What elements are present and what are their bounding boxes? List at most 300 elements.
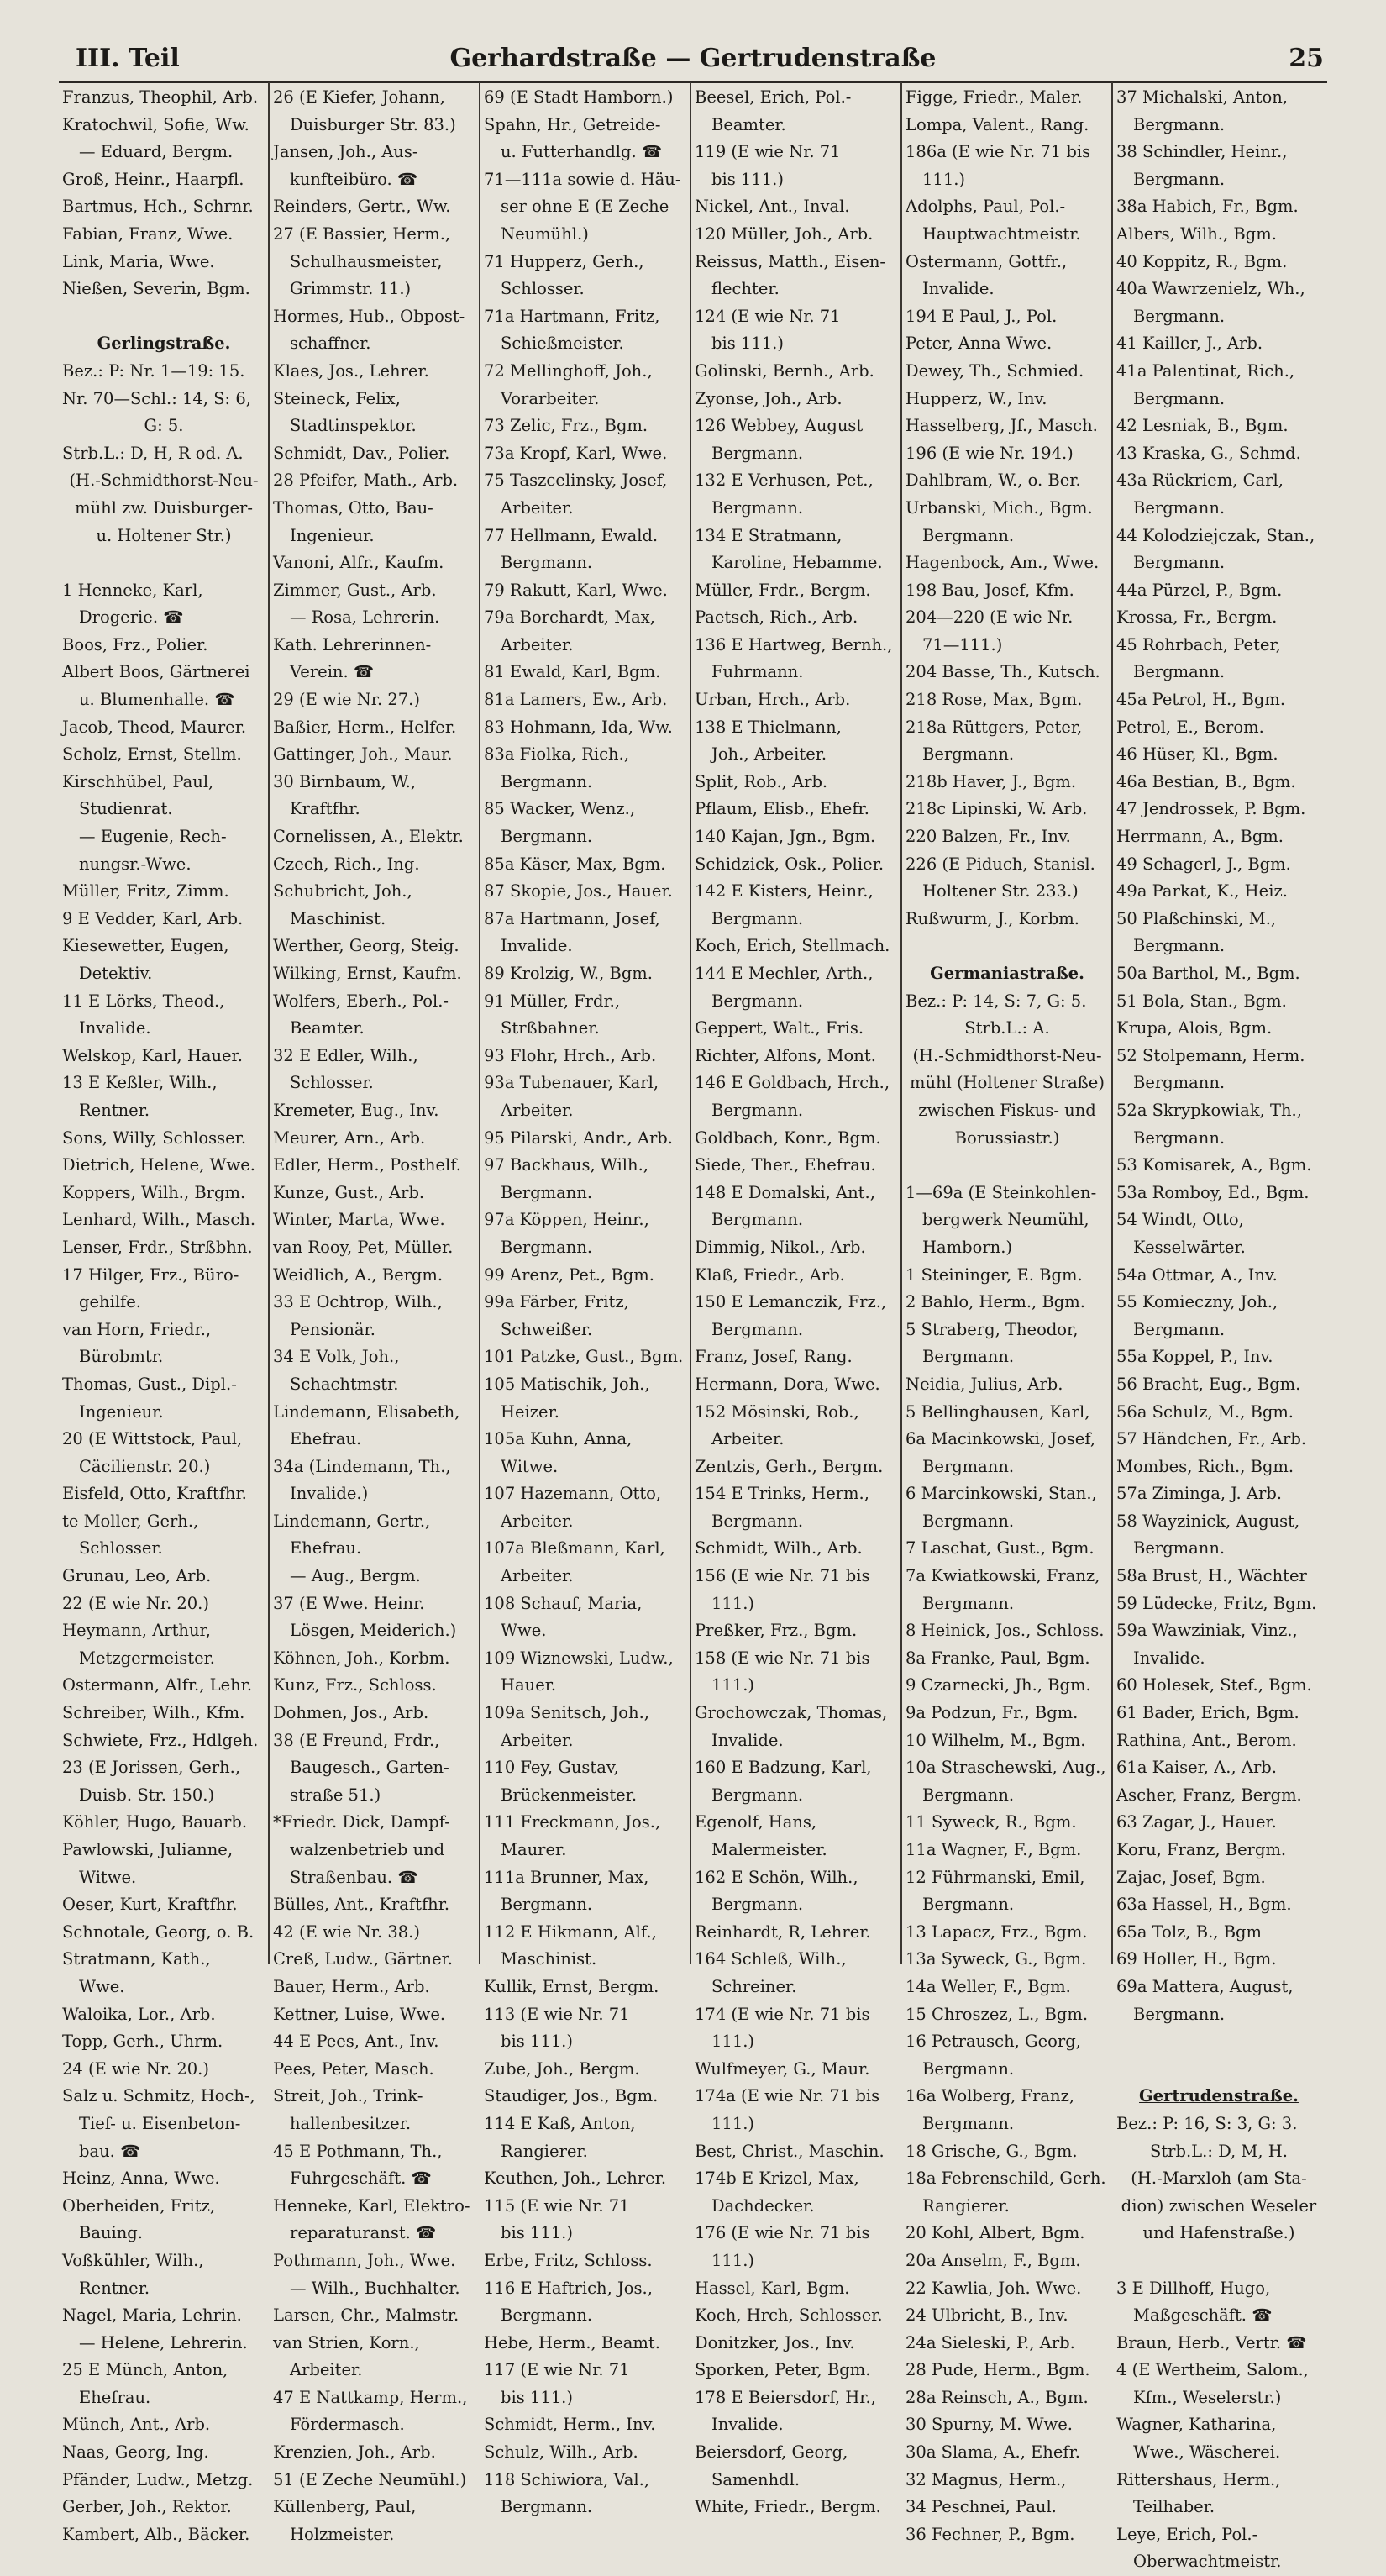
directory-line: Kremeter, Eug., Inv. bbox=[273, 1100, 439, 1120]
directory-line: 61a Kaiser, A., Arb. bbox=[1116, 1758, 1277, 1778]
directory-line: Rußwurm, J., Korbm. bbox=[906, 908, 1079, 928]
directory-line: 150 E Lemanczik, Frz., bbox=[695, 1292, 887, 1312]
directory-line: Brückenmeister. bbox=[501, 1785, 638, 1805]
directory-line: 45 E Pothmann, Th., bbox=[273, 2141, 443, 2161]
directory-line: Hermann, Dora, Wwe. bbox=[695, 1374, 880, 1394]
directory-line: Bergmann. bbox=[711, 908, 804, 928]
directory-line: 111 Freckmann, Jos., bbox=[484, 1812, 661, 1832]
directory-line: 55a Koppel, P., Inv. bbox=[1116, 1347, 1273, 1367]
directory-line: 176 (E wie Nr. 71 bis bbox=[695, 2223, 870, 2243]
directory-line: 174a (E wie Nr. 71 bis bbox=[695, 2086, 880, 2106]
directory-line: 38 Schindler, Heinr., bbox=[1116, 142, 1288, 162]
directory-line: Fuhrgeschäft. ☎ bbox=[290, 2169, 432, 2189]
directory-line: Streit, Joh., Trink- bbox=[273, 2086, 423, 2106]
directory-line: Vanoni, Alfr., Kaufm. bbox=[273, 553, 444, 573]
directory-line: Pflaum, Elisb., Ehefr. bbox=[695, 799, 869, 819]
directory-line: 40 Koppitz, R., Bgm. bbox=[1116, 251, 1288, 271]
directory-line: Koppers, Wilh., Brgm. bbox=[62, 1182, 246, 1202]
spacer bbox=[1116, 2028, 1321, 2056]
directory-line: Schreiber, Wilh., Kfm. bbox=[62, 1703, 245, 1723]
directory-line: 13 E Keßler, Wilh., bbox=[62, 1073, 218, 1093]
directory-line: Bergmann. bbox=[501, 771, 593, 791]
directory-line: 59 Lüdecke, Fritz, Bgm. bbox=[1116, 1593, 1317, 1613]
directory-line: 87a Hartmann, Josef, bbox=[484, 908, 660, 928]
directory-line: Welskop, Karl, Hauer. bbox=[62, 1045, 243, 1065]
directory-line: Zube, Joh., Bergm. bbox=[484, 2058, 640, 2079]
directory-line: 140 Kajan, Jgn., Bgm. bbox=[695, 827, 876, 847]
directory-line: 37 (E Wwe. Heinr. bbox=[273, 1593, 425, 1613]
directory-line: Weidlich, A., Bergm. bbox=[273, 1264, 444, 1285]
directory-line: Hebe, Herm., Beamt. bbox=[484, 2332, 660, 2353]
directory-line: 10a Straschewski, Aug., bbox=[906, 1758, 1106, 1778]
directory-line: Bartmus, Hch., Schrnr. bbox=[62, 197, 254, 217]
directory-line: 6a Macinkowski, Josef, bbox=[906, 1429, 1096, 1449]
directory-line: Arbeiter. bbox=[501, 497, 574, 518]
directory-line: 50a Barthol, M., Bgm. bbox=[1116, 964, 1300, 983]
directory-line: Schulhausmeister, bbox=[290, 251, 443, 271]
directory-line: Pothmann, Joh., Wwe. bbox=[273, 2250, 456, 2270]
directory-line: 111.) bbox=[711, 2032, 755, 2052]
street-heading: Germaniastraße. bbox=[930, 964, 1084, 983]
directory-line: 99a Färber, Fritz, bbox=[484, 1292, 629, 1312]
directory-line: 97a Köppen, Heinr., bbox=[484, 1210, 649, 1230]
directory-column-1 bbox=[59, 82, 270, 2544]
directory-line: Franzus, Theophil, Arb. bbox=[62, 87, 259, 107]
directory-line: 83a Fiolka, Rich., bbox=[484, 744, 630, 765]
directory-line: ser ohne E (E Zeche bbox=[501, 197, 669, 217]
directory-line: 32 Magnus, Herm., bbox=[906, 2469, 1067, 2489]
directory-line: Edler, Herm., Posthelf. bbox=[273, 1155, 461, 1175]
directory-line: Krupa, Alois, Bgm. bbox=[1116, 1018, 1273, 1038]
directory-line: 20 (E Wittstock, Paul, bbox=[62, 1429, 243, 1449]
directory-line: Nießen, Severin, Bgm. bbox=[62, 279, 250, 299]
directory-line: Stratmann, Kath., bbox=[62, 1949, 211, 1969]
directory-line: Lösgen, Meiderich.) bbox=[290, 1621, 457, 1641]
directory-line: Münch, Ant., Arb. bbox=[62, 2415, 211, 2435]
directory-line: Stadtinspektor. bbox=[290, 416, 417, 436]
directory-line: Salz u. Schmitz, Hoch-, bbox=[62, 2086, 255, 2106]
directory-line: Bez.: P: Nr. 1—19: 15. bbox=[62, 360, 245, 381]
directory-line: Albers, Wilh., Bgm. bbox=[1116, 223, 1277, 244]
directory-line: Kullik, Ernst, Bergm. bbox=[484, 1976, 659, 1996]
directory-line: 113 (E wie Nr. 71 bbox=[484, 2004, 630, 2024]
directory-line: Bauing. bbox=[79, 2223, 143, 2243]
directory-line: Arbeiter. bbox=[290, 2360, 363, 2380]
directory-line: Invalide. bbox=[711, 2415, 784, 2435]
directory-line: 53a Romboy, Ed., Bgm. bbox=[1116, 1182, 1310, 1202]
directory-line: 38a Habich, Fr., Bgm. bbox=[1116, 197, 1299, 217]
directory-line: Bergmann. bbox=[711, 1895, 804, 1915]
directory-line: bis 111.) bbox=[501, 2387, 573, 2407]
directory-line: Hauer. bbox=[501, 1675, 557, 1695]
directory-line: 17 Hilger, Frz., Büro- bbox=[62, 1264, 239, 1285]
directory-line: Bergmann. bbox=[922, 2058, 1015, 2079]
directory-line: Zimmer, Gust., Arb. bbox=[273, 580, 437, 600]
directory-line: 1 Steininger, E. Bgm. bbox=[906, 1264, 1083, 1285]
directory-line: 71 Hupperz, Gerh., bbox=[484, 251, 644, 271]
directory-line: Lenser, Frdr., Strßbhn. bbox=[62, 1237, 253, 1257]
directory-line: 1—69a (E Steinkohlen- bbox=[906, 1182, 1097, 1202]
directory-line: Invalide. bbox=[501, 936, 573, 956]
directory-line: Bergmann. bbox=[922, 1785, 1015, 1805]
directory-line: 107a Bleßmann, Karl, bbox=[484, 1538, 665, 1559]
directory-line: Bergmann. bbox=[711, 1100, 804, 1120]
directory-line: 71a Hartmann, Fritz, bbox=[484, 306, 660, 326]
directory-line: Ingenieur. bbox=[290, 525, 375, 545]
directory-line: van Rooy, Pet, Müller. bbox=[273, 1237, 454, 1257]
directory-line: Koru, Franz, Bergm. bbox=[1116, 1840, 1287, 1859]
directory-line: 124 (E wie Nr. 71 bbox=[695, 306, 841, 326]
directory-column-6 bbox=[1113, 82, 1324, 2572]
directory-line: bergwerk Neumühl, bbox=[922, 1210, 1089, 1230]
directory-line: Dahlbram, W., o. Ber. bbox=[906, 471, 1081, 491]
directory-line: Bez.: P: 14, S: 7, G: 5. bbox=[906, 991, 1087, 1011]
directory-line: Bergmann. bbox=[501, 1895, 593, 1915]
directory-line: 85 Wacker, Wenz., bbox=[484, 799, 636, 819]
directory-line: 28a Reinsch, A., Bgm. bbox=[906, 2387, 1089, 2407]
directory-line: Karoline, Hebamme. bbox=[711, 553, 883, 573]
directory-line: 99 Arenz, Pet., Bgm. bbox=[484, 1264, 654, 1285]
directory-line: Straßenbau. ☎ bbox=[290, 1867, 418, 1887]
directory-line: Groß, Heinr., Haarpfl. bbox=[62, 169, 244, 189]
directory-line: Leye, Erich, Pol.- bbox=[1116, 2524, 1258, 2544]
directory-line: 196 (E wie Nr. 194.) bbox=[906, 443, 1074, 463]
directory-line: Schwiete, Frz., Hdlgeh. bbox=[62, 1730, 259, 1750]
directory-line: Krenzien, Joh., Arb. bbox=[273, 2442, 436, 2463]
directory-line: 72 Mellinghoff, Joh., bbox=[484, 360, 653, 381]
directory-column-4 bbox=[691, 82, 902, 2517]
directory-line: Dohmen, Jos., Arb. bbox=[273, 1703, 429, 1723]
directory-line: 24 Ulbricht, B., Inv. bbox=[906, 2305, 1068, 2326]
directory-line: 63a Hassel, H., Bgm. bbox=[1116, 1895, 1292, 1915]
directory-line: — Eugenie, Rech- bbox=[79, 827, 227, 847]
directory-line: Dietrich, Helene, Wwe. bbox=[62, 1155, 255, 1175]
directory-line: Bergmann. bbox=[922, 1511, 1015, 1531]
directory-line: 112 E Hikmann, Alf., bbox=[484, 1921, 657, 1942]
directory-line: 30 Spurny, M. Wwe. bbox=[906, 2415, 1073, 2435]
directory-line: Gerber, Joh., Rektor. bbox=[62, 2497, 232, 2517]
directory-line: 11 E Lörks, Theod., bbox=[62, 991, 225, 1011]
directory-line: Kratochwil, Sofie, Ww. bbox=[62, 114, 249, 134]
directory-line: 58a Brust, H., Wächter bbox=[1116, 1566, 1307, 1586]
directory-line: walzenbetrieb und bbox=[290, 1840, 445, 1859]
directory-line: — Aug., Bergm. bbox=[290, 1566, 421, 1586]
directory-line: 38 (E Freund, Frdr., bbox=[273, 1730, 440, 1750]
directory-line: 138 E Thielmann, bbox=[695, 717, 842, 737]
spacer bbox=[1116, 2056, 1321, 2084]
directory-line: Bergmann. bbox=[501, 1182, 593, 1202]
directory-line: — Helene, Lehrerin. bbox=[79, 2332, 248, 2353]
directory-line: Holtener Str. 233.) bbox=[922, 881, 1079, 902]
directory-line: 79 Rakutt, Karl, Wwe. bbox=[484, 580, 668, 600]
directory-line: 25 E Münch, Anton, bbox=[62, 2360, 228, 2380]
directory-line: Bergmann. bbox=[1133, 1128, 1226, 1148]
directory-line: Schlosser. bbox=[79, 1538, 163, 1559]
directory-line: Metzgermeister. bbox=[79, 1648, 215, 1668]
directory-line: Verein. ☎ bbox=[290, 662, 375, 682]
directory-line: 27 (E Bassier, Herm., bbox=[273, 223, 451, 244]
directory-line: Malermeister. bbox=[711, 1840, 827, 1859]
directory-line: 97 Backhaus, Wilh., bbox=[484, 1155, 648, 1175]
directory-line: 114 E Kaß, Anton, bbox=[484, 2113, 636, 2133]
directory-line: Invalide. bbox=[1133, 1648, 1205, 1668]
directory-line: 61 Bader, Erich, Bgm. bbox=[1116, 1703, 1299, 1723]
directory-line: 45 Rohrbach, Peter, bbox=[1116, 634, 1281, 655]
directory-line: 71—111.) bbox=[922, 634, 1003, 655]
directory-line: 24 (E wie Nr. 20.) bbox=[62, 2058, 209, 2079]
directory-line: u. Holtener Str.) bbox=[96, 525, 232, 545]
directory-line: 47 Jendrossek, P. Bgm. bbox=[1116, 799, 1306, 819]
directory-line: 71—111a sowie d. Häu- bbox=[484, 169, 681, 189]
directory-line: Rentner. bbox=[79, 2278, 150, 2298]
directory-line: 53 Komisarek, A., Bgm. bbox=[1116, 1155, 1312, 1175]
directory-line: 14a Weller, F., Bgm. bbox=[906, 1976, 1071, 1996]
directory-line: Wwe. bbox=[79, 1976, 125, 1996]
directory-line: 105a Kuhn, Anna, bbox=[484, 1429, 633, 1449]
directory-line: Lompa, Valent., Rang. bbox=[906, 114, 1089, 134]
directory-line: Urban, Hrch., Arb. bbox=[695, 690, 851, 710]
directory-line: 9 Czarnecki, Jh., Bgm. bbox=[906, 1675, 1091, 1695]
directory-line: und Hafenstraße.) bbox=[1142, 2223, 1295, 2243]
directory-line: Steineck, Felix, bbox=[273, 388, 401, 408]
directory-line: Bergmann. bbox=[1133, 2004, 1226, 2024]
directory-line: Beamter. bbox=[711, 114, 786, 134]
street-heading: Gertrudenstraße. bbox=[1139, 2086, 1299, 2106]
directory-line: Küllenberg, Paul, bbox=[273, 2497, 417, 2517]
directory-line: Nagel, Maria, Lehrin. bbox=[62, 2305, 242, 2326]
directory-line: 41 Kailler, J., Arb. bbox=[1116, 334, 1263, 354]
directory-line: Grunau, Leo, Arb. bbox=[62, 1566, 212, 1586]
directory-line: hallenbesitzer. bbox=[290, 2113, 412, 2133]
directory-line: 54a Ottmar, A., Inv. bbox=[1116, 1264, 1278, 1285]
directory-line: 45a Petrol, H., Bgm. bbox=[1116, 690, 1286, 710]
directory-line: Siede, Ther., Ehefrau. bbox=[695, 1155, 876, 1175]
directory-line: Hagenbock, Am., Wwe. bbox=[906, 553, 1100, 573]
directory-line: Bergmann. bbox=[711, 1210, 804, 1230]
directory-line: 164 Schleß, Wilh., bbox=[695, 1949, 847, 1969]
directory-line: 47 E Nattkamp, Herm., bbox=[273, 2387, 468, 2407]
directory-line: 152 Mösinski, Rob., bbox=[695, 1401, 859, 1422]
directory-line: Maschinist. bbox=[501, 1949, 597, 1969]
directory-line: 178 E Beiersdorf, Hr., bbox=[695, 2387, 876, 2407]
directory-line: 32 E Edler, Wilh., bbox=[273, 1045, 418, 1065]
directory-line: 120 Müller, Joh., Arb. bbox=[695, 223, 874, 244]
directory-line: zwischen Fiskus- und bbox=[918, 1100, 1096, 1120]
directory-line: 107 Hazemann, Otto, bbox=[484, 1484, 662, 1504]
directory-line: 34 E Volk, Joh., bbox=[273, 1347, 400, 1367]
directory-line: Figge, Friedr., Maler. bbox=[906, 87, 1083, 107]
directory-line: Werther, Georg, Steig. bbox=[273, 936, 459, 956]
directory-line: 22 (E wie Nr. 20.) bbox=[62, 1593, 209, 1613]
directory-column-2 bbox=[270, 82, 480, 2544]
directory-line: 148 E Domalski, Ant., bbox=[695, 1182, 875, 1202]
directory-line: Ehefrau. bbox=[79, 2387, 151, 2407]
directory-line: 7a Kwiatkowski, Franz, bbox=[906, 1566, 1100, 1586]
directory-line: Baugesch., Garten- bbox=[290, 1758, 449, 1778]
directory-line: 83 Hohmann, Ida, Ww. bbox=[484, 717, 673, 737]
directory-line: Pees, Peter, Masch. bbox=[273, 2058, 434, 2079]
directory-line: 111.) bbox=[711, 1593, 755, 1613]
directory-line: Zajac, Josef, Bgm. bbox=[1116, 1867, 1266, 1887]
directory-line: 69 (E Stadt Hamborn.) bbox=[484, 87, 674, 107]
directory-line: Ingenieur. bbox=[79, 1401, 164, 1422]
directory-line: Larsen, Chr., Malmstr. bbox=[273, 2305, 459, 2326]
directory-line: Kirschhübel, Paul, bbox=[62, 771, 214, 791]
directory-line: 77 Hellmann, Ewald. bbox=[484, 525, 659, 545]
directory-line: Nr. 70—Schl.: 14, S: 6, bbox=[62, 388, 251, 408]
directory-line: 81a Lamers, Ew., Arb. bbox=[484, 690, 668, 710]
directory-line: 46a Bestian, B., Bgm. bbox=[1116, 771, 1296, 791]
directory-line: Hassel, Karl, Bgm. bbox=[695, 2278, 850, 2298]
directory-line: 30 Birnbaum, W., bbox=[273, 771, 417, 791]
directory-line: Schidzick, Osk., Polier. bbox=[695, 854, 885, 874]
directory-line: 9a Podzun, Fr., Bgm. bbox=[906, 1703, 1079, 1723]
directory-line: Vorarbeiter. bbox=[501, 388, 600, 408]
directory-line: Heizer. bbox=[501, 1401, 559, 1422]
directory-line: 93 Flohr, Hrch., Arb. bbox=[484, 1045, 657, 1065]
directory-line: 50 Plaßchinski, M., bbox=[1116, 908, 1277, 928]
directory-line: 24a Sieleski, P., Arb. bbox=[906, 2332, 1075, 2353]
directory-line: 117 (E wie Nr. 71 bbox=[484, 2360, 630, 2380]
directory-line: Schießmeister. bbox=[501, 334, 624, 354]
directory-line: 28 Pude, Herm., Bgm. bbox=[906, 2360, 1090, 2380]
directory-line: Bez.: P: 16, S: 3, G: 3. bbox=[1116, 2113, 1298, 2133]
directory-line: 1 Henneke, Karl, bbox=[62, 580, 203, 600]
directory-line: Link, Maria, Wwe. bbox=[62, 251, 215, 271]
directory-line: 108 Schauf, Maria, bbox=[484, 1593, 643, 1613]
directory-line: Schmidt, Dav., Polier. bbox=[273, 443, 450, 463]
directory-line: 79a Borchardt, Max, bbox=[484, 607, 655, 628]
directory-line: Arbeiter. bbox=[501, 1730, 574, 1750]
directory-line: Kunze, Gust., Arb. bbox=[273, 1182, 425, 1202]
directory-line: Bergmann. bbox=[922, 525, 1015, 545]
directory-line: Schreiner. bbox=[711, 1976, 797, 1996]
directory-line: 75 Taszcelinsky, Josef, bbox=[484, 471, 668, 491]
directory-line: 16 Petrausch, Georg, bbox=[906, 2032, 1081, 2052]
directory-line: 174b E Krizel, Max, bbox=[695, 2169, 859, 2189]
directory-line: 218a Rüttgers, Peter, bbox=[906, 717, 1083, 737]
directory-line: 30a Slama, A., Ehefr. bbox=[906, 2442, 1080, 2463]
directory-line: Fabian, Franz, Wwe. bbox=[62, 223, 234, 244]
directory-line: Arbeiter. bbox=[501, 634, 574, 655]
directory-line: 132 E Verhusen, Pet., bbox=[695, 471, 874, 491]
directory-line: 118 Schiwiora, Val., bbox=[484, 2469, 650, 2489]
directory-line: 111.) bbox=[922, 169, 966, 189]
directory-line: te Moller, Gerh., bbox=[62, 1511, 199, 1531]
directory-line: Split, Rob., Arb. bbox=[695, 771, 828, 791]
directory-line: mühl zw. Duisburger- bbox=[75, 497, 253, 518]
directory-line: Fuhrmann. bbox=[711, 662, 804, 682]
directory-line: 126 Webbey, August bbox=[695, 416, 864, 436]
directory-line: Arbeiter. bbox=[501, 1100, 574, 1120]
directory-line: G: 5. bbox=[144, 416, 184, 436]
spacer bbox=[1116, 2247, 1321, 2275]
directory-line: Richter, Alfons, Mont. bbox=[695, 1045, 876, 1065]
directory-line: (H.-Schmidthorst-Neu- bbox=[69, 471, 259, 491]
directory-line: Bergmann. bbox=[501, 827, 593, 847]
directory-line: Witwe. bbox=[79, 1867, 137, 1887]
directory-line: Rangierer. bbox=[922, 2195, 1010, 2216]
directory-line: Pawlowski, Julianne, bbox=[62, 1840, 234, 1859]
directory-line: 43 Kraska, G., Schmd. bbox=[1116, 443, 1301, 463]
directory-line: Neumühl.) bbox=[501, 223, 589, 244]
directory-line: u. Blumenhalle. ☎ bbox=[79, 690, 235, 710]
directory-line: 56a Schulz, M., Bgm. bbox=[1116, 1401, 1294, 1422]
directory-line: Kfm., Weselerstr.) bbox=[1133, 2387, 1282, 2407]
directory-line: Borussiastr.) bbox=[954, 1128, 1060, 1148]
directory-line: Lenhard, Wilh., Masch. bbox=[62, 1210, 256, 1230]
directory-line: 46 Hüser, Kl., Bgm. bbox=[1116, 744, 1278, 765]
directory-line: Zentzis, Gerh., Bergm. bbox=[695, 1456, 884, 1476]
directory-column-5 bbox=[902, 82, 1113, 2544]
directory-line: van Strien, Korn., bbox=[273, 2332, 420, 2353]
directory-line: Bergmann. bbox=[1133, 306, 1226, 326]
directory-line: 5 Bellinghausen, Karl, bbox=[906, 1401, 1090, 1422]
directory-line: 43a Rückriem, Carl, bbox=[1116, 471, 1284, 491]
directory-line: Egenolf, Hans, bbox=[695, 1812, 817, 1832]
directory-line: Hauptwachtmeistr. bbox=[922, 223, 1081, 244]
directory-line: 13a Syweck, G., Bgm. bbox=[906, 1949, 1087, 1969]
directory-line: 186a (E wie Nr. 71 bis bbox=[906, 142, 1091, 162]
directory-line: 29 (E wie Nr. 27.) bbox=[273, 690, 420, 710]
directory-line: Petrol, E., Berom. bbox=[1116, 717, 1264, 737]
directory-line: Grimmstr. 11.) bbox=[290, 279, 412, 299]
directory-line: Bergmann. bbox=[1133, 1319, 1226, 1339]
directory-line: Thomas, Gust., Dipl.- bbox=[62, 1374, 237, 1394]
directory-line: 154 E Trinks, Herm., bbox=[695, 1484, 869, 1504]
directory-line: 20a Anselm, F., Bgm. bbox=[906, 2250, 1081, 2270]
directory-line: 110 Fey, Gustav, bbox=[484, 1758, 619, 1778]
directory-line: 12 Führmanski, Emil, bbox=[906, 1867, 1085, 1887]
directory-line: 42 (E wie Nr. 38.) bbox=[273, 1921, 420, 1942]
directory-line: Baßier, Herm., Helfer. bbox=[273, 717, 457, 737]
directory-line: 109a Senitsch, Joh., bbox=[484, 1703, 649, 1723]
directory-line: 9 E Vedder, Karl, Arb. bbox=[62, 908, 244, 928]
directory-line: Dachdecker. bbox=[711, 2195, 815, 2216]
directory-line: 13 Lapacz, Frz., Bgm. bbox=[906, 1921, 1088, 1942]
directory-line: mühl (Holtener Straße) bbox=[910, 1073, 1105, 1093]
directory-line: Kiesewetter, Eugen, bbox=[62, 936, 229, 956]
directory-line: Bergmann. bbox=[711, 443, 804, 463]
directory-line: Voßkühler, Wilh., bbox=[62, 2250, 204, 2270]
directory-line: Heinz, Anna, Wwe. bbox=[62, 2169, 220, 2189]
directory-line: 23 (E Jorissen, Gerh., bbox=[62, 1758, 241, 1778]
directory-line: 4 (E Wertheim, Salom., bbox=[1116, 2360, 1309, 2380]
page-number: 25 bbox=[1289, 44, 1324, 73]
directory-line: — Wilh., Buchhalter. bbox=[290, 2278, 460, 2298]
directory-line: (H.-Marxloh (am Sta- bbox=[1131, 2169, 1307, 2189]
directory-line: 63 Zagar, J., Hauer. bbox=[1116, 1812, 1277, 1832]
directory-line: schaffner. bbox=[290, 334, 371, 354]
directory-line: Topp, Gerh., Uhrm. bbox=[62, 2032, 223, 2052]
directory-line: 49a Parkat, K., Heiz. bbox=[1116, 881, 1288, 902]
directory-line: 44 Kolodziejczak, Stan., bbox=[1116, 525, 1315, 545]
directory-line: Samenhdl. bbox=[711, 2469, 801, 2489]
directory-line: Waloika, Lor., Arb. bbox=[62, 2004, 216, 2024]
directory-line: 194 E Paul, J., Pol. bbox=[906, 306, 1058, 326]
directory-line: 65a Tolz, B., Bgm bbox=[1116, 1921, 1263, 1942]
directory-line: Bülles, Ant., Kraftfhr. bbox=[273, 1895, 450, 1915]
directory-line: 34a (Lindemann, Th., bbox=[273, 1456, 451, 1476]
spacer bbox=[62, 303, 265, 331]
directory-line: 42 Lesniak, B., Bgm. bbox=[1116, 416, 1289, 436]
directory-line: *Friedr. Dick, Dampf- bbox=[273, 1812, 450, 1832]
directory-line: Pensionär. bbox=[290, 1319, 375, 1339]
directory-line: Rittershaus, Herm., bbox=[1116, 2469, 1281, 2489]
directory-line: Wilking, Ernst, Kaufm. bbox=[273, 964, 462, 983]
directory-line: 162 E Schön, Wilh., bbox=[695, 1867, 858, 1887]
directory-line: Franz, Josef, Rang. bbox=[695, 1347, 853, 1367]
